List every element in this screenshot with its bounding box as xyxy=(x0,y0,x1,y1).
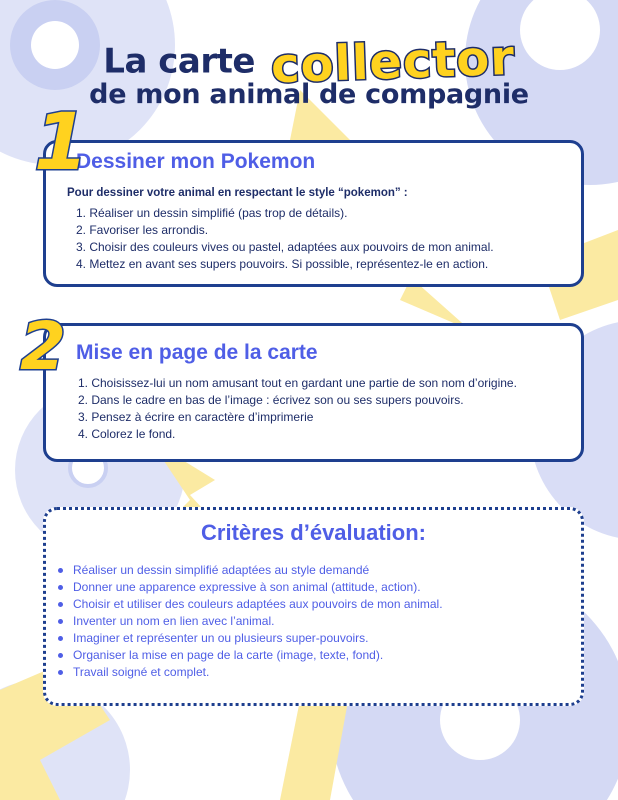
list-item xyxy=(58,630,443,647)
criteria-item-text: Travail soigné et complet. xyxy=(73,665,210,679)
list-item: 2. Favoriser les arrondis. xyxy=(76,223,209,237)
steps-list xyxy=(76,205,494,273)
bullet-icon xyxy=(58,568,63,573)
section-number-2: 2 xyxy=(20,308,66,385)
list-item: 4. Colorez le fond. xyxy=(78,427,176,441)
criteria-item-text: Donner une apparence expressive à son animal (attitude, action). xyxy=(73,580,421,594)
list-item: 3. Pensez à écrire en caractère d’imprimerie xyxy=(78,410,314,424)
bullet-icon xyxy=(58,585,63,590)
bullet-icon xyxy=(58,670,63,675)
list-item xyxy=(58,562,443,579)
section-heading: Dessiner mon Pokemon xyxy=(76,150,316,173)
criteria-item-text: Inventer un nom en lien avec l’animal. xyxy=(73,614,275,628)
section-heading: Mise en page de la carte xyxy=(76,341,318,364)
list-item xyxy=(58,579,443,596)
criteria-box xyxy=(43,507,584,706)
lightning-bolt-icon xyxy=(280,690,350,800)
section-number-1: 1 xyxy=(34,98,89,188)
criteria-item-text: Organiser la mise en page de la carte (image, texte, fond). xyxy=(73,648,384,662)
list-item: 1. Réaliser un dessin simplifié (pas trop de détails). xyxy=(76,206,348,220)
bullet-icon xyxy=(58,602,63,607)
bullet-icon xyxy=(58,636,63,641)
title-highlight: collector xyxy=(269,29,516,94)
criteria-list xyxy=(58,562,443,681)
list-item: 4. Mettez en avant ses supers pouvoirs. Si possible, représentez-le en action. xyxy=(76,257,489,271)
section-intro: Pour dessiner votre animal en respectant le style “pokemon” : xyxy=(67,187,408,199)
bullet-icon xyxy=(58,653,63,658)
list-item xyxy=(58,596,443,613)
section-card-drawing xyxy=(43,140,584,287)
steps-list xyxy=(78,375,517,443)
list-item xyxy=(58,647,443,664)
list-item: 1. Choisissez-lui un nom amusant tout en gardant une partie de son nom d’origine. xyxy=(78,376,517,390)
list-item: 3. Choisir des couleurs vives ou pastel, adaptées aux pouvoirs de mon animal. xyxy=(76,240,494,254)
criteria-item-text: Réaliser un dessin simplifié adaptées au style demandé xyxy=(73,563,370,577)
criteria-item-text: Choisir et utiliser des couleurs adaptées aux pouvoirs de mon animal. xyxy=(73,597,443,611)
title-prefix: La carte xyxy=(103,41,255,82)
criteria-item-text: Imaginer et représenter un ou plusieurs super-pouvoirs. xyxy=(73,631,369,645)
list-item xyxy=(58,664,443,681)
list-item: 2. Dans le cadre en bas de l’image : écrivez son ou ses supers pouvoirs. xyxy=(78,393,464,407)
list-item xyxy=(58,613,443,630)
page-subtitle: de mon animal de compagnie xyxy=(89,79,529,110)
section-card-layout xyxy=(43,323,584,462)
bullet-icon xyxy=(58,619,63,624)
criteria-heading: Critères d’évaluation: xyxy=(201,520,426,545)
